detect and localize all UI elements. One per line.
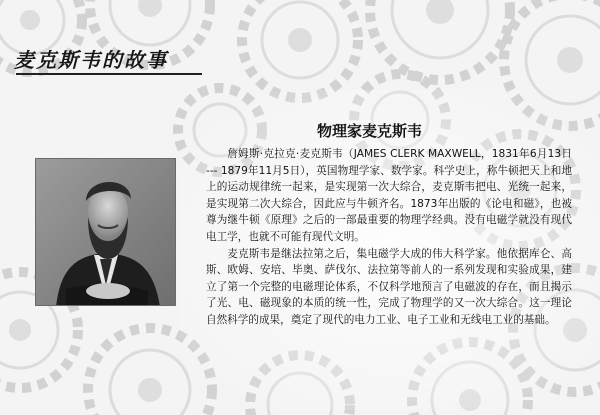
page-title: 麦克斯韦的故事 bbox=[14, 48, 168, 72]
article-body bbox=[206, 146, 572, 329]
title-underline bbox=[16, 73, 202, 75]
article-heading: 物理家麦克斯韦 bbox=[317, 122, 423, 140]
portrait-photo bbox=[35, 158, 176, 306]
paragraph-intro: 詹姆斯·克拉克·麦克斯韦（JAMES CLERK MAXWELL，1831年6月13日 --- 1879年11月5日），英国物理学家、数学家。科学史上，称牛顿把天上和地上的运动规律统一起来，是实现第一次大综合，麦克斯韦把电、光统一起来，是实现第二次大综合，因此应与牛顿齐名。1873年出版的《论电和磁》，也被尊为继牛顿《原理》之后的一部最重要的物理学经典。没有电磁学就没有现代电工学，也就不可能有现代文明。 bbox=[206, 148, 572, 243]
page-title-block bbox=[14, 44, 204, 74]
paragraph-achievements: 麦克斯韦是继法拉第之后，集电磁学大成的伟大科学家。他依据库仑、高斯、欧姆、安培、毕奥、萨伐尔、法拉第等前人的一系列发现和实验成果，建立了第一个完整的电磁理论体系，不仅科学地预言了电磁波的存在，而且揭示了光、电、磁现象的本质的统一性，完成了物理学的又一次大综合。这一理论自然科学的成果，奠定了现代的电力工业、电子工业和无线电工业的基础。 bbox=[206, 247, 572, 326]
